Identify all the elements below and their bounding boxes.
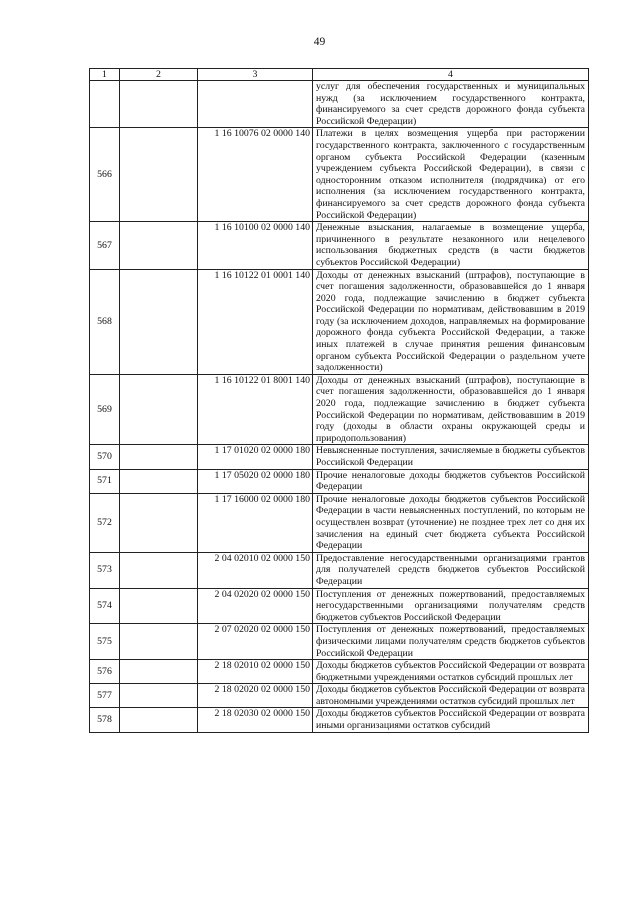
budget-income-table <box>89 68 589 733</box>
row-number: 578 <box>90 708 120 732</box>
row-number: 570 <box>90 445 120 469</box>
row-code: 2 18 02030 02 0000 150 <box>198 708 313 732</box>
column-header-2: 2 <box>120 69 198 81</box>
row-description: Доходы от денежных взысканий (штрафов), поступающие в счет погашения задолженности, образовавшейся до 1 января 2020 года, подлежащие зачислению в бюджет субъекта Российской Федерации по нормативам, действовавшим в 2019 году (доходы в области охраны окружающей среды и природопользования) <box>313 374 589 445</box>
row-description: Прочие неналоговые доходы бюджетов субъектов Российской Федерации <box>313 469 589 493</box>
row-code: 1 16 10122 01 8001 140 <box>198 374 313 445</box>
row-number: 576 <box>90 660 120 684</box>
row-code: 2 04 02020 02 0000 150 <box>198 588 313 624</box>
row-col2 <box>120 552 198 588</box>
column-header-4: 4 <box>313 69 589 81</box>
column-header-1: 1 <box>90 69 120 81</box>
row-col2 <box>120 222 198 269</box>
row-description: Доходы бюджетов субъектов Российской Федерации от возврата автономными учреждениями остатков субсидий прошлых лет <box>313 684 589 708</box>
row-number: 577 <box>90 684 120 708</box>
row-code: 2 04 02010 02 0000 150 <box>198 552 313 588</box>
row-code: 1 17 01020 02 0000 180 <box>198 445 313 469</box>
row-description: Поступления от денежных пожертвований, предоставляемых негосударственными организациями получателям средств бюджетов субъектов Российской Федерации <box>313 588 589 624</box>
row-code: 2 18 02020 02 0000 150 <box>198 684 313 708</box>
row-description: услуг для обеспечения государственных и муниципальных нужд (за исключением государственного контракта, финансируемого за счет средств дорожного фонда субъекта Российской Федерации) <box>313 81 589 128</box>
table-row <box>90 269 589 374</box>
row-number: 572 <box>90 493 120 552</box>
table-row <box>90 684 589 708</box>
table-row <box>90 624 589 660</box>
row-col2 <box>120 469 198 493</box>
table-row-continuation <box>90 81 589 128</box>
row-number: 568 <box>90 269 120 374</box>
column-header-3: 3 <box>198 69 313 81</box>
table-row <box>90 222 589 269</box>
row-col2 <box>120 128 198 222</box>
row-number: 569 <box>90 374 120 445</box>
row-col2 <box>120 445 198 469</box>
row-number: 575 <box>90 624 120 660</box>
row-number <box>90 81 120 128</box>
row-description: Доходы бюджетов субъектов Российской Федерации от возврата бюджетными учреждениями остатков субсидий прошлых лет <box>313 660 589 684</box>
row-col2 <box>120 374 198 445</box>
row-description: Денежные взыскания, налагаемые в возмещение ущерба, причиненного в результате незаконного или нецелевого использования бюджетных средств (в части бюджетов субъектов Российской Федерации) <box>313 222 589 269</box>
table-row <box>90 588 589 624</box>
row-description: Прочие неналоговые доходы бюджетов субъектов Российской Федерации в части невыясненных поступлений, по которым не осуществлен возврат (уточнение) не позднее трех лет со дня их зачисления на единый счет бюджета субъекта Российской Федерации <box>313 493 589 552</box>
table-row <box>90 708 589 732</box>
table-row <box>90 374 589 445</box>
row-col2 <box>120 684 198 708</box>
row-description: Доходы бюджетов субъектов Российской Федерации от возврата иными организациями остатков субсидий <box>313 708 589 732</box>
row-description: Невыясненные поступления, зачисляемые в бюджеты субъектов Российской Федерации <box>313 445 589 469</box>
table-row <box>90 552 589 588</box>
table-row <box>90 660 589 684</box>
table-row <box>90 493 589 552</box>
page-number: 49 <box>313 36 326 48</box>
row-code: 1 16 10122 01 0001 140 <box>198 269 313 374</box>
table-row <box>90 128 589 222</box>
table-header-row <box>90 69 589 81</box>
row-code: 1 16 10076 02 0000 140 <box>198 128 313 222</box>
row-code <box>198 81 313 128</box>
row-code: 1 16 10100 02 0000 140 <box>198 222 313 269</box>
row-code: 2 07 02020 02 0000 150 <box>198 624 313 660</box>
row-number: 566 <box>90 128 120 222</box>
row-col2 <box>120 493 198 552</box>
row-description: Платежи в целях возмещения ущерба при расторжении государственного контракта, заключенного с государственным органом субъекта Российской Федерации (казенным учреждением субъекта Российской Федерации), в связи с односторонним отказом исполнителя (подрядчика) от его исполнения (за исключением государственного контракта, финансируемого за счет средств дорожного фонда субъекта Российской Федерации) <box>313 128 589 222</box>
row-number: 574 <box>90 588 120 624</box>
row-number: 567 <box>90 222 120 269</box>
row-description: Поступления от денежных пожертвований, предоставляемых физическими лицами получателям средств бюджетов субъектов Российской Федерации <box>313 624 589 660</box>
row-description: Предоставление негосударственными организациями грантов для получателей средств бюджетов субъектов Российской Федерации <box>313 552 589 588</box>
row-col2 <box>120 624 198 660</box>
row-number: 573 <box>90 552 120 588</box>
row-number: 571 <box>90 469 120 493</box>
row-code: 2 18 02010 02 0000 150 <box>198 660 313 684</box>
row-col2 <box>120 81 198 128</box>
row-code: 1 17 16000 02 0000 180 <box>198 493 313 552</box>
table-row <box>90 445 589 469</box>
row-col2 <box>120 708 198 732</box>
row-code: 1 17 05020 02 0000 180 <box>198 469 313 493</box>
row-col2 <box>120 660 198 684</box>
row-col2 <box>120 588 198 624</box>
row-description: Доходы от денежных взысканий (штрафов), поступающие в счет погашения задолженности, образовавшейся до 1 января 2020 года, подлежащие зачислению в бюджет субъекта Российской Федерации по нормативам, действовавшим в 2019 году (за исключением доходов, направляемых на формирование дорожного фонда субъекта Российской Федерации, а также иных платежей в случае принятия решения финансовым органом субъекта Российской Федерации о раздельном учете задолженности) <box>313 269 589 374</box>
table-row <box>90 469 589 493</box>
row-col2 <box>120 269 198 374</box>
